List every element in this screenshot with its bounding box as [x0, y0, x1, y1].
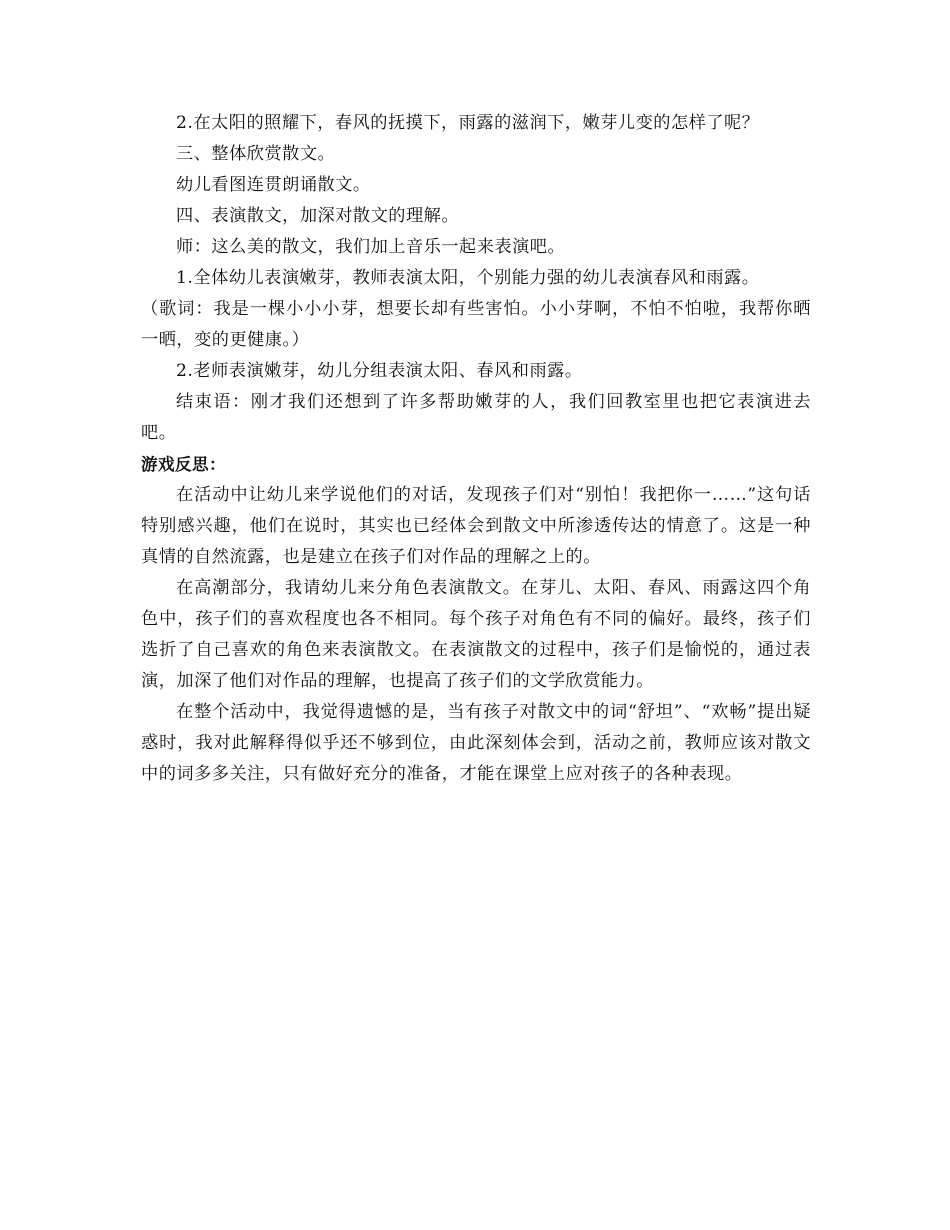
paragraph-closing: 结束语：刚才我们还想到了许多帮助嫩芽的人，我们回教室里也把它表演进去吧。 [141, 392, 811, 443]
section-heading-3: 三、整体欣赏散文。 [176, 144, 336, 164]
reflection-paragraph-3: 在整个活动中，我觉得遗憾的是，当有孩子对散文中的词“舒坦”、“欢畅”提出疑惑时，我对此解释得似乎还不够到位，由此深刻体会到，活动之前，教师应该对散文中的词多多关注，只有做好充分的准备，才能在课堂上应对孩子的各种表现。 [141, 702, 811, 784]
reflection-paragraph-2: 在高潮部分，我请幼儿来分角色表演散文。在芽儿、太阳、春风、雨露这四个角色中，孩子们的喜欢程度也各不相同。每个孩子对角色有不同的偏好。最终，孩子们选折了自己喜欢的角色来表演散文。在表演散文的过程中，孩子们是愉悦的，通过表演，加深了他们对作品的理解，也提高了孩子们的文学欣赏能力。 [141, 578, 811, 691]
paragraph-question-2: 2.在太阳的照耀下，春风的抚摸下，雨露的滋润下，嫩芽儿变的怎样了呢？ [176, 113, 760, 133]
section-heading-4: 四、表演散文，加深对散文的理解。 [176, 206, 460, 226]
paragraph-recite: 幼儿看图连贯朗诵散文。 [176, 175, 371, 195]
paragraph-teacher-line: 师：这么美的散文，我们加上音乐一起来表演吧。 [176, 237, 566, 257]
document-body [141, 108, 811, 790]
reflection-heading: 游戏反思： [141, 455, 226, 474]
paragraph-performance-1: 1.全体幼儿表演嫩芽，教师表演太阳，个别能力强的幼儿表演春风和雨露。 [176, 268, 760, 288]
paragraph-performance-2: 2.老师表演嫩芽，幼儿分组表演太阳、春风和雨露。 [176, 361, 583, 381]
reflection-paragraph-1: 在活动中让幼儿来学说他们的对话，发现孩子们对“别怕！我把你一……”这句话特别感兴趣，他们在说时，其实也已经体会到散文中所渗透传达的情意了。这是一种真情的自然流露，也是建立在孩子们对作品的理解之上的。 [141, 485, 811, 567]
paragraph-lyrics: （歌词：我是一棵小小小芽，想要长却有些害怕。小小芽啊，不怕不怕啦，我帮你晒一晒，变的更健康。） [141, 299, 811, 350]
